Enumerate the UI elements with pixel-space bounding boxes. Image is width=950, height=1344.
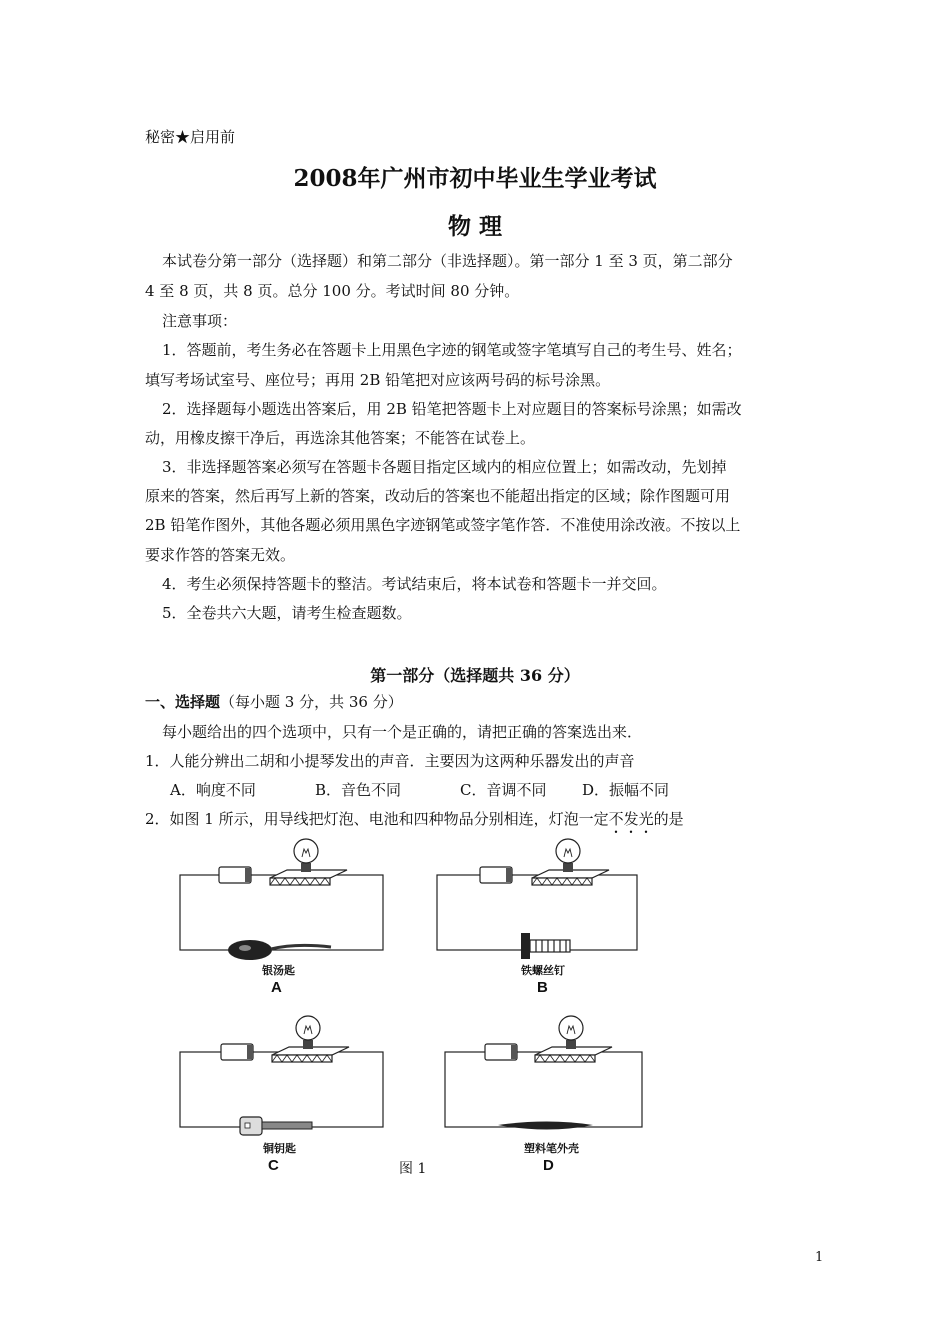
note-3-line-1: 3．非选择题答案必须写在答题卡各题目指定区域内的相应位置上；如需改动，先划掉 xyxy=(162,458,727,476)
label-d: 塑料笔外壳 xyxy=(524,1142,579,1155)
circuit-d xyxy=(440,1012,650,1142)
exam-title: 2008年广州市初中毕业生学业考试 xyxy=(293,165,657,192)
letter-b: B xyxy=(537,979,548,996)
plastic-pen-case-icon xyxy=(498,1122,593,1130)
circuit-b xyxy=(432,835,647,970)
q1-option-c: C．音调不同 xyxy=(460,781,547,799)
lamp-icon xyxy=(270,839,347,885)
q2-stem-pre: 2．如图 1 所示，用导线把灯泡、电池和四种物品分别相连，灯泡一定 xyxy=(145,810,609,828)
note-5: 5．全卷共六大题，请考生检查题数。 xyxy=(162,604,412,622)
note-3-line-4: 要求作答的答案无效。 xyxy=(145,546,296,564)
copper-key-icon xyxy=(240,1117,312,1135)
note-3-line-3: 2B 铅笔作图外，其他各题必须用黑色字迹钢笔或签字笔作答．不准使用涂改液。不按以上 xyxy=(145,516,741,534)
label-a: 银汤匙 xyxy=(262,964,295,977)
q1-stem: 1．人能分辨出二胡和小提琴发出的声音．主要因为这两种乐器发出的声音 xyxy=(145,752,635,770)
q1-option-d: D．振幅不同 xyxy=(582,781,670,799)
q2-stem xyxy=(145,809,684,837)
note-2-line-1: 2．选择题每小题选出答案后，用 2B 铅笔把答题卡上对应题目的答案标号涂黑；如需改 xyxy=(162,400,742,418)
circuit-a xyxy=(175,835,390,970)
q2-stem-post: 的是 xyxy=(653,810,684,828)
subject-title: 物 理 xyxy=(447,213,502,240)
intro-line-1: 本试卷分第一部分（选择题）和第二部分（非选择题）。第一部分 1 至 3 页，第二部分 xyxy=(162,252,733,270)
note-1-line-1: 1．答题前，考生务必在答题卡上用黑色字迹的钢笔或签字笔填写自己的考生号、姓名； xyxy=(162,341,742,359)
section-scoring: （每小题 3 分，共 36 分） xyxy=(220,693,403,711)
figure-caption: 图 1 xyxy=(399,1161,427,1177)
part1-heading: 第一部分（选择题共 36 分） xyxy=(370,666,580,685)
letter-d: D xyxy=(543,1157,554,1174)
q1-option-a: A．响度不同 xyxy=(170,781,256,799)
note-4: 4．考生必须保持答题卡的整洁。考试结束后，将本试卷和答题卡一并交回。 xyxy=(162,575,667,593)
battery-icon xyxy=(219,867,251,883)
letter-c: C xyxy=(268,1157,279,1174)
section-heading xyxy=(145,692,403,712)
section-title: 一、选择题 xyxy=(145,693,221,711)
notes-heading: 注意事项： xyxy=(162,312,238,330)
iron-screw-icon xyxy=(521,933,570,959)
section-instruction: 每小题给出的四个选项中，只有一个是正确的，请把正确的答案选出来． xyxy=(162,723,643,741)
lamp-icon xyxy=(272,1016,349,1062)
note-3-line-2: 原来的答案，然后再写上新的答案，改动后的答案也不能超出指定的区域；除作图题可用 xyxy=(145,487,731,505)
battery-icon xyxy=(485,1044,517,1060)
q2-stem-emphasis: 不发光 xyxy=(608,810,654,828)
label-b: 铁螺丝钉 xyxy=(521,964,565,977)
letter-a: A xyxy=(271,979,282,996)
lamp-icon xyxy=(535,1016,612,1062)
secret-label: 秘密★启用前 xyxy=(145,128,236,146)
intro-line-2: 4 至 8 页，共 8 页。总分 100 分。考试时间 80 分钟。 xyxy=(145,282,520,300)
lamp-icon xyxy=(532,839,609,885)
page-number: 1 xyxy=(815,1250,824,1265)
label-c: 铜钥匙 xyxy=(263,1142,296,1155)
circuit-c xyxy=(175,1012,390,1142)
battery-icon xyxy=(480,867,512,883)
battery-icon xyxy=(221,1044,253,1060)
note-1-line-2: 填写考场试室号、座位号；再用 2B 铅笔把对应该两号码的标号涂黑。 xyxy=(145,371,611,389)
q1-option-b: B．音色不同 xyxy=(315,781,402,799)
note-2-line-2: 动，用橡皮擦干净后，再选涂其他答案；不能答在试卷上。 xyxy=(145,429,536,447)
